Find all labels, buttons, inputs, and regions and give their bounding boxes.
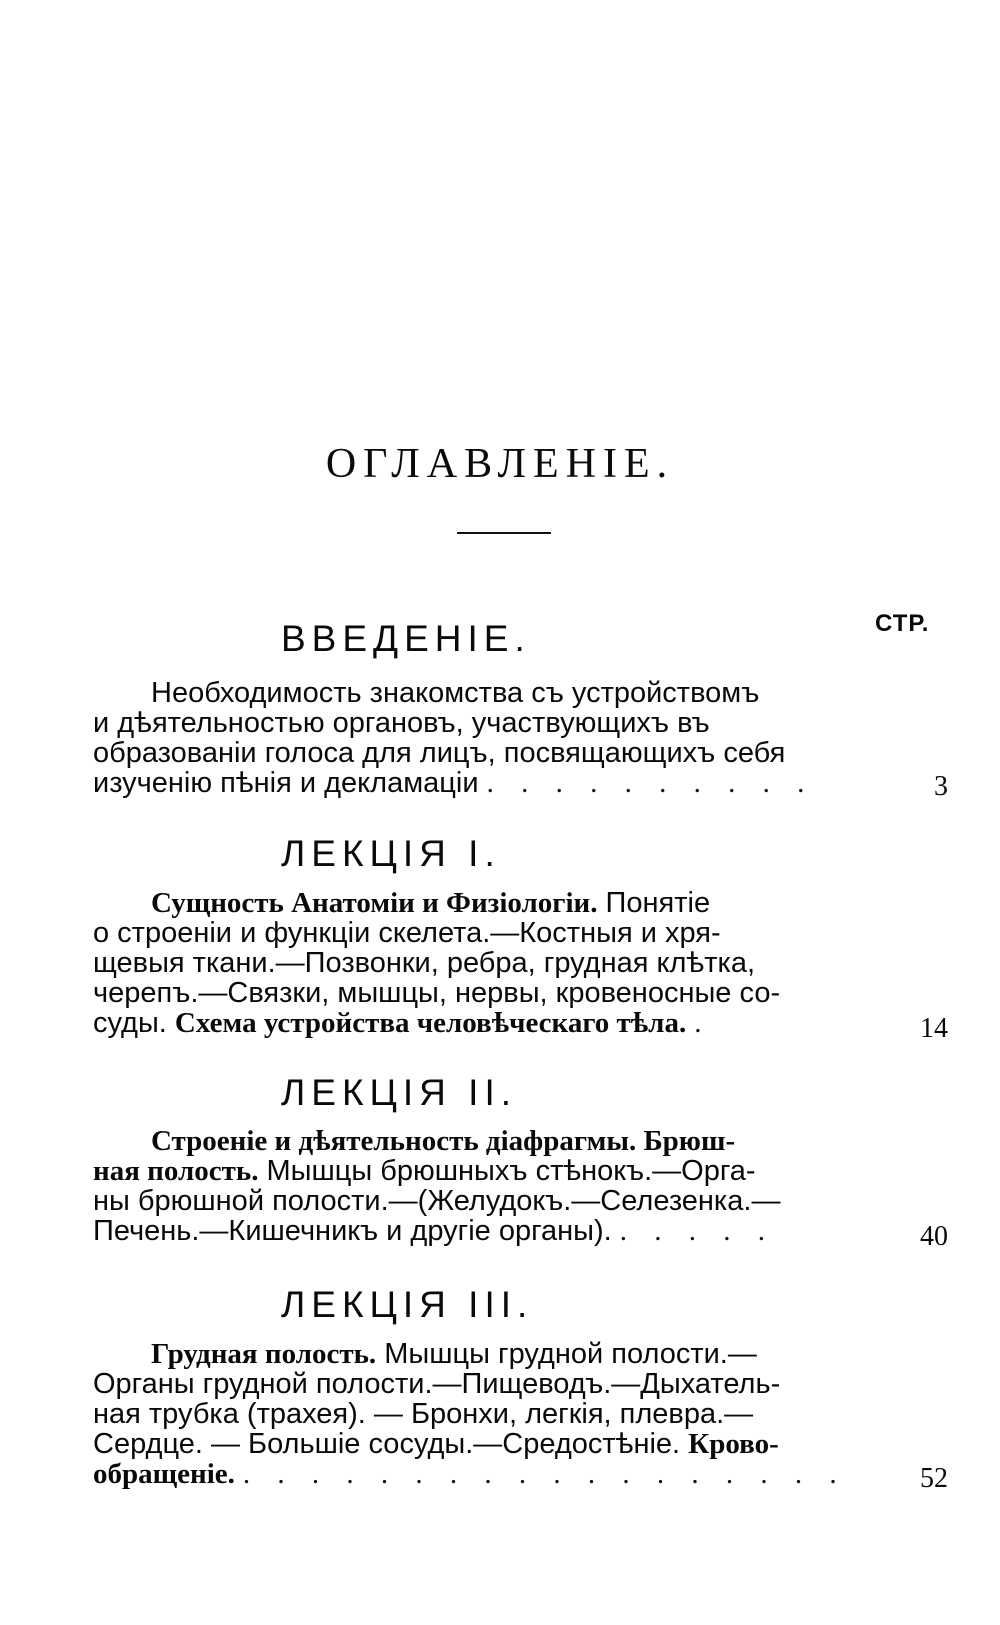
page-number-lecture-2: 40: [920, 1221, 948, 1252]
page-number-intro: 3: [934, 771, 948, 802]
page-title: ОГЛАВЛЕНІЕ.: [325, 441, 675, 487]
page-number-lecture-1: 14: [920, 1013, 948, 1044]
toc-line: и дѣятельностью органовъ, участвующихъ въ: [93, 707, 710, 739]
toc-line: Печень.—Кишечникъ и другіе органы). . . . . .: [93, 1216, 853, 1246]
toc-line: Необходимость знакомства съ устройствомъ: [151, 677, 760, 709]
toc-line: о строеніи и функціи скелета.—Костныя и хря-: [93, 917, 721, 949]
leader-dots: . . . . . . . . . . . . . . . . . .: [242, 1459, 847, 1489]
section-heading-lecture-2: ЛЕКЦІЯ II.: [281, 1072, 518, 1113]
toc-line: обращеніе. . . . . . . . . . . . . . . . . . .: [93, 1459, 853, 1489]
toc-line: Строеніе и дѣятельность діафрагмы. Брюш-: [151, 1125, 736, 1157]
toc-line: Сердце. — Большіе сосуды.—Средостѣніе. Крово-: [93, 1428, 779, 1460]
toc-line: образованіи голоса для лицъ, посвящающихъ себя: [93, 737, 786, 769]
page-column-header: СТР.: [875, 610, 930, 637]
section-text-lecture-3: [93, 1339, 853, 1489]
toc-line: изученію пѣнія и декламаціи . . . . . . . . . .: [93, 768, 853, 798]
toc-line: ны брюшной полости.—(Желудокъ.—Селезенка.—: [93, 1185, 781, 1217]
leader-dots: . . . . .: [619, 1216, 775, 1246]
page-number-lecture-3: 52: [920, 1463, 948, 1494]
toc-line: ная полость. Мышцы брюшныхъ стѣнокъ.—Орга-: [93, 1155, 756, 1187]
toc-line: Грудная полость. Мышцы грудной полости.—: [151, 1338, 757, 1370]
toc-line: Сущность Анатоміи и Физіологіи. Понятіе: [151, 887, 711, 919]
toc-line: черепъ.—Связки, мышцы, нервы, кровеносные со-: [93, 977, 781, 1009]
toc-line: ная трубка (трахея). — Бронхи, легкія, плевра.—: [93, 1398, 754, 1430]
toc-line: суды. Схема устройства человѣческаго тѣла. .: [93, 1008, 853, 1038]
leader-dots: .: [694, 1008, 712, 1038]
section-text-intro: [93, 678, 853, 798]
section-heading-intro: ВВЕДЕНІЕ.: [281, 618, 531, 659]
title-divider: [457, 532, 551, 534]
section-text-lecture-1: [93, 888, 853, 1038]
section-heading-lecture-3: ЛЕКЦІЯ III.: [281, 1284, 534, 1325]
leader-dots: . . . . . . . . . .: [486, 768, 815, 798]
section-text-lecture-2: [93, 1126, 853, 1246]
toc-line: щевыя ткани.—Позвонки, ребра, грудная клѣтка,: [93, 947, 756, 979]
section-heading-lecture-1: ЛЕКЦІЯ I.: [281, 833, 501, 874]
toc-line: Органы грудной полости.—Пищеводъ.—Дыхатель-: [93, 1368, 781, 1400]
